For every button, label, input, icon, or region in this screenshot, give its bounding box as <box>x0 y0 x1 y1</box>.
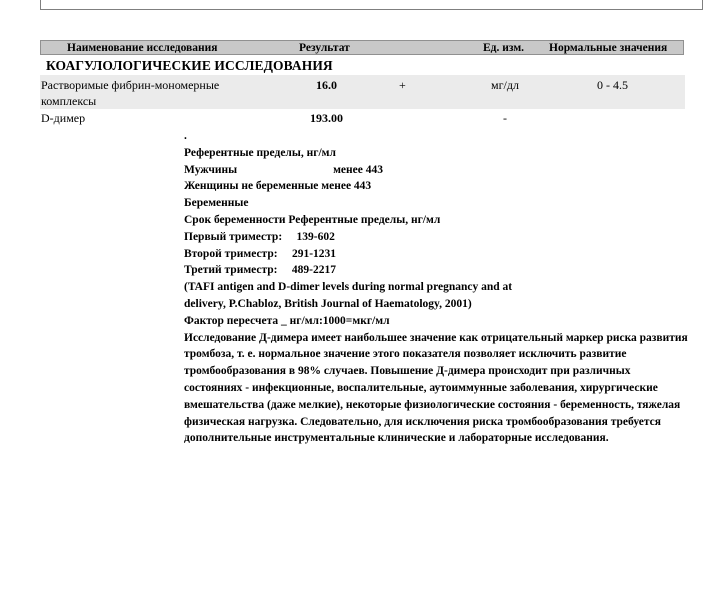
header-result: Результат <box>299 42 350 54</box>
notes-line-men <box>184 162 689 179</box>
row1-name-line2: комплексы <box>41 94 97 108</box>
notes-line-term: Срок беременности Референтные пределы, нг/мл <box>184 213 441 226</box>
row2-unit: - <box>503 111 507 125</box>
notes-line-trimester-1: Первый триместр: 139-602 <box>184 230 335 243</box>
reference-notes <box>184 128 689 447</box>
row1-flag: + <box>399 78 406 92</box>
row1-unit: мг/дл <box>491 78 519 92</box>
header-name: Наименование исследования <box>67 42 218 54</box>
notes-line-ref-limits: Референтные пределы, нг/мл <box>184 146 336 159</box>
row2-name: D-димер <box>41 111 86 125</box>
row1-normal: 0 - 4.5 <box>597 78 628 92</box>
header-normal: Нормальные значения <box>549 42 668 54</box>
table-header <box>40 40 684 55</box>
notes-men-label: Мужчины <box>184 163 238 176</box>
notes-line-trimester-2: Второй триместр: 291-1231 <box>184 247 337 260</box>
notes-line-trimester-3: Третий триместр: 489-2217 <box>184 264 336 277</box>
notes-line-citation-2: delivery, P.Chabloz, British Journal of Haematology, 2001) <box>184 297 472 310</box>
row1-result: 16.0 <box>316 78 337 92</box>
section-title: КОАГУЛОЛОГИЧЕСКИЕ ИССЛЕДОВАНИЯ <box>46 58 333 73</box>
notes-line-citation-1: (TAFI antigen and D-dimer levels during normal pregnancy and at <box>184 281 513 294</box>
notes-line-pregnant: Беременные <box>184 197 249 210</box>
row2-result: 193.00 <box>310 111 343 125</box>
notes-men-value: менее 443 <box>333 163 383 176</box>
header-unit: Ед. изм. <box>483 42 525 54</box>
top-frame-box <box>40 0 703 10</box>
notes-dot: . <box>184 130 187 142</box>
row1-name-line1: Растворимые фибрин-мономерные <box>41 78 220 92</box>
notes-line-women: Женщины не беременные менее 443 <box>184 180 372 193</box>
notes-paragraph: Исследование Д-димера имеет наибольшее значение как отрицательный маркер риска развития тромбоза, т. е. нормальное значение этого показателя позволяет исключить развитие тромбообразования в 98% случаев. Повышение Д-димера происходит при различных состояниях - инфекционные, воспалительные, аутоиммунные заболевания, хирургические вмешательства (даже мелкие), некоторые физиологические состояния - беременность, тяжелая физическая нагрузка. Следовательно, для исключения риска тромбообразования требуется дополнительные инструментальные клинические и лабораторные исследования. <box>184 331 688 445</box>
notes-line-conversion: Фактор пересчета _ нг/мл:1000=мкг/мл <box>184 314 390 327</box>
